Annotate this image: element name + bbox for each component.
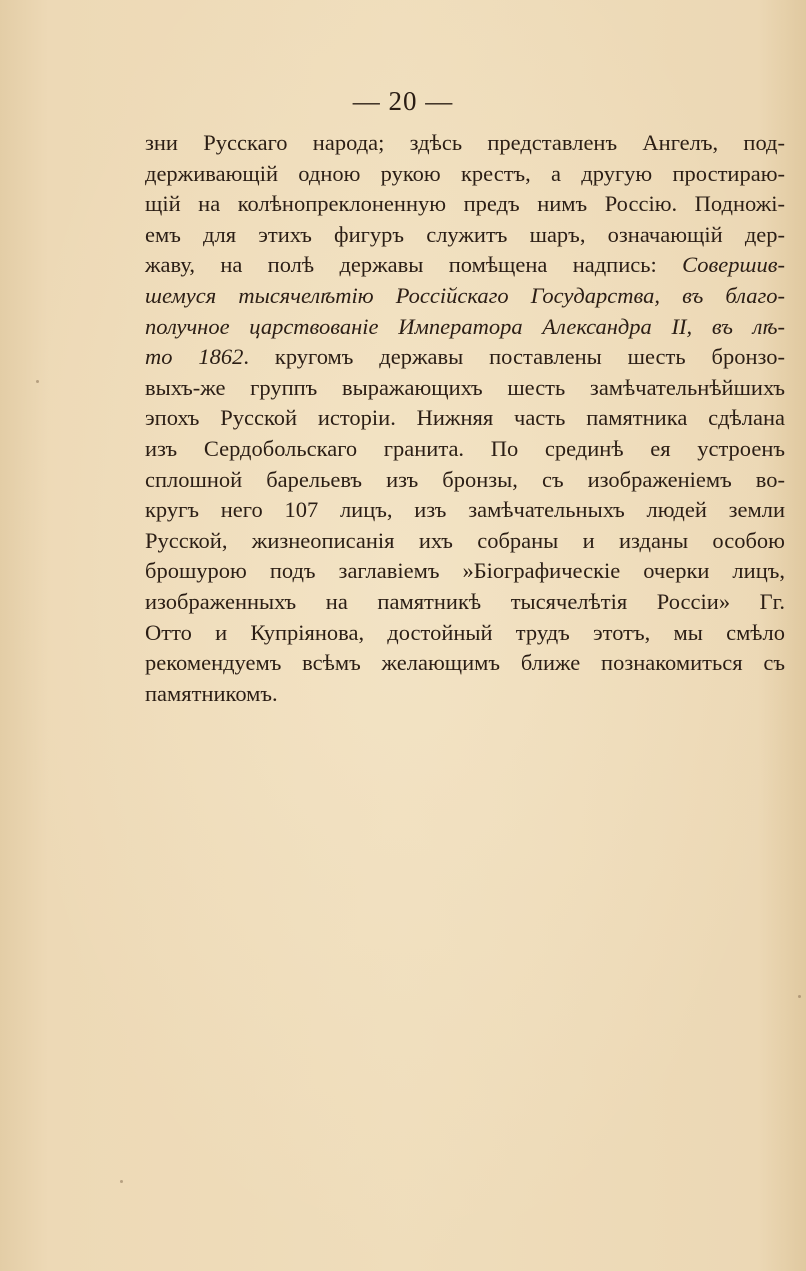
text-segment: кругъ него 107 лицъ, изъ замѣчательныхъ людей земли	[145, 497, 785, 523]
text-line	[145, 587, 785, 618]
text-segment: эпохъ Русской исторіи. Нижняя часть памятника сдѣлана	[145, 405, 785, 431]
text-line	[145, 648, 785, 679]
text-segment: емъ для этихъ фигуръ служитъ шаръ, означающій дер-	[145, 221, 785, 247]
italic-text-segment: шемуся тысячелѣтію Россійскаго Государства, въ благо-	[145, 282, 785, 308]
text-line	[145, 526, 785, 557]
text-line	[145, 465, 785, 496]
text-line	[145, 342, 785, 373]
italic-text-segment: то 1862	[145, 344, 244, 370]
text-line	[145, 618, 785, 649]
text-segment: Отто и Купріянова, достойный трудъ этотъ, мы смѣло	[145, 619, 785, 645]
text-line	[145, 159, 785, 190]
text-line	[145, 281, 785, 312]
text-segment: изображенныхъ на памятникѣ тысячелѣтія Россіи» Гг.	[145, 588, 785, 614]
text-segment: зни Русскаго народа; здѣсь представленъ Ангелъ, под-	[145, 130, 785, 155]
text-line	[145, 434, 785, 465]
text-line	[145, 128, 785, 159]
text-line	[145, 679, 785, 710]
text-segment: рекомендуемъ всѣмъ желающимъ ближе познакомиться съ	[145, 650, 785, 676]
text-segment: Русской, жизнеописанія ихъ собраны и изданы особою	[145, 527, 785, 553]
text-line	[145, 556, 785, 587]
text-segment: изъ Сердобольскаго гранита. По срединѣ ея устроенъ	[145, 435, 785, 461]
text-segment: сплошной барельевъ изъ бронзы, съ изображеніемъ во-	[145, 466, 785, 492]
text-segment: . кругомъ державы поставлены шесть бронзо-	[243, 344, 785, 370]
text-line	[145, 495, 785, 526]
paper-speck	[120, 1180, 123, 1183]
body-text	[145, 128, 785, 709]
text-segment: брошурою подъ заглавіемъ »Біографическіе очерки лицъ,	[145, 558, 785, 584]
text-segment: памятникомъ.	[145, 680, 278, 706]
paper-speck	[36, 380, 39, 383]
text-line	[145, 312, 785, 343]
text-line	[145, 189, 785, 220]
text-segment: щій на колѣнопреклоненную предъ нимъ Россію. Подножі-	[145, 191, 785, 217]
text-segment: жаву, на полѣ державы помѣщена надпись:	[145, 252, 683, 278]
paper-speck	[798, 995, 801, 998]
text-line	[145, 250, 785, 281]
text-line	[145, 220, 785, 251]
page-number: — 20 —	[352, 86, 454, 116]
text-line	[145, 373, 785, 404]
text-segment: выхъ-же группъ выражающихъ шесть замѣчательнѣйшихъ	[145, 374, 785, 400]
text-line	[145, 403, 785, 434]
italic-text-segment: получное царствованіе Императора Александра II, въ лѣ-	[145, 313, 785, 339]
italic-text-segment: Совершив-	[682, 252, 785, 278]
text-segment: держивающій одною рукою крестъ, а другую простираю-	[145, 160, 785, 186]
